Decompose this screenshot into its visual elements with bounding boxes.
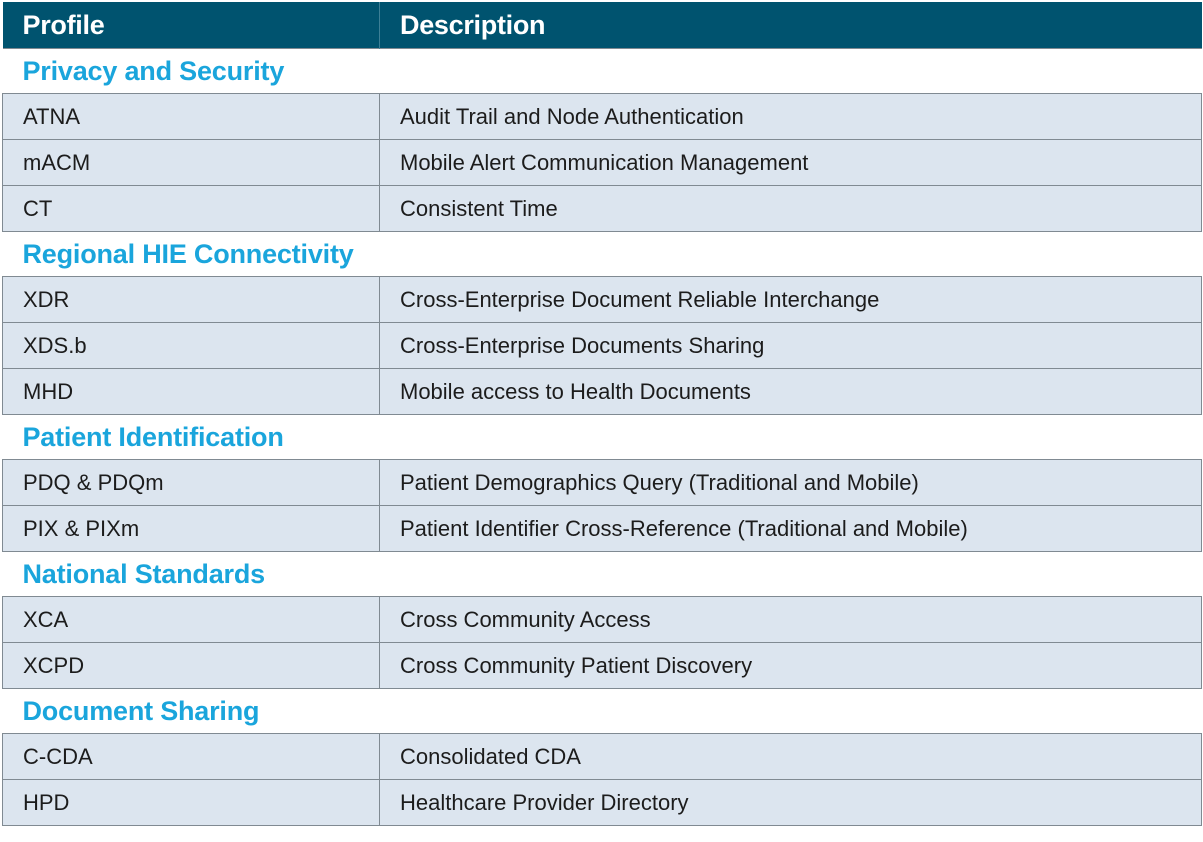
profile-cell: C-CDA xyxy=(3,734,380,780)
section-header-patient-identification xyxy=(3,415,1202,460)
description-cell: Cross-Enterprise Document Reliable Interchange xyxy=(380,277,1202,323)
profile-cell: PDQ & PDQm xyxy=(3,460,380,506)
profile-cell: mACM xyxy=(3,140,380,186)
table-row xyxy=(3,277,1202,323)
section-title: Document Sharing xyxy=(3,689,1202,734)
profile-cell: CT xyxy=(3,186,380,232)
section-header-national-standards xyxy=(3,552,1202,597)
section-title: Regional HIE Connectivity xyxy=(3,232,1202,277)
profile-cell: PIX & PIXm xyxy=(3,506,380,552)
profile-column-header: Profile xyxy=(3,2,380,49)
section-title: National Standards xyxy=(3,552,1202,597)
profile-cell: XCPD xyxy=(3,643,380,689)
profile-cell: ATNA xyxy=(3,94,380,140)
description-cell: Consistent Time xyxy=(380,186,1202,232)
description-column-header: Description xyxy=(380,2,1202,49)
table-row xyxy=(3,323,1202,369)
profiles-table xyxy=(2,2,1202,826)
table-row xyxy=(3,94,1202,140)
section-title: Patient Identification xyxy=(3,415,1202,460)
profile-cell: XCA xyxy=(3,597,380,643)
table-row xyxy=(3,643,1202,689)
description-cell: Audit Trail and Node Authentication xyxy=(380,94,1202,140)
section-header-document-sharing xyxy=(3,689,1202,734)
description-cell: Cross Community Patient Discovery xyxy=(380,643,1202,689)
description-cell: Patient Demographics Query (Traditional and Mobile) xyxy=(380,460,1202,506)
description-cell: Mobile access to Health Documents xyxy=(380,369,1202,415)
header-row xyxy=(3,2,1202,49)
table-row xyxy=(3,506,1202,552)
table-row xyxy=(3,780,1202,826)
table-row xyxy=(3,186,1202,232)
description-cell: Cross-Enterprise Documents Sharing xyxy=(380,323,1202,369)
table-row xyxy=(3,460,1202,506)
description-cell: Consolidated CDA xyxy=(380,734,1202,780)
section-header-privacy-security xyxy=(3,49,1202,94)
section-title: Privacy and Security xyxy=(3,49,1202,94)
section-header-regional-hie xyxy=(3,232,1202,277)
profile-cell: XDS.b xyxy=(3,323,380,369)
profile-cell: XDR xyxy=(3,277,380,323)
description-cell: Mobile Alert Communication Management xyxy=(380,140,1202,186)
table-row xyxy=(3,369,1202,415)
table-row xyxy=(3,597,1202,643)
profile-cell: MHD xyxy=(3,369,380,415)
table-row xyxy=(3,734,1202,780)
profile-cell: HPD xyxy=(3,780,380,826)
table-row xyxy=(3,140,1202,186)
description-cell: Healthcare Provider Directory xyxy=(380,780,1202,826)
description-cell: Cross Community Access xyxy=(380,597,1202,643)
description-cell: Patient Identifier Cross-Reference (Traditional and Mobile) xyxy=(380,506,1202,552)
